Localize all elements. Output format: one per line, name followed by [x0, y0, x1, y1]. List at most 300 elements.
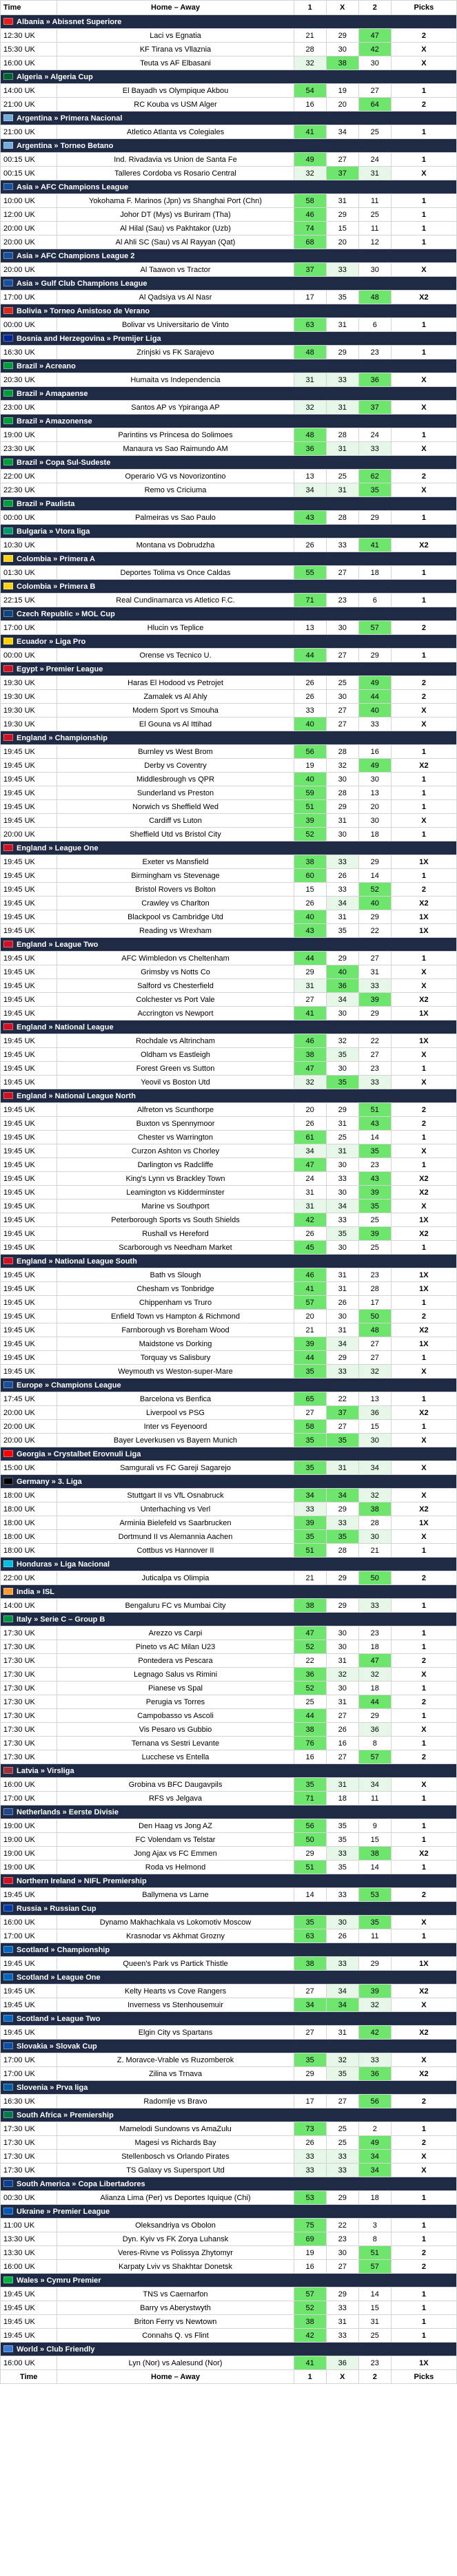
match-teams[interactable]: Oleksandriya vs Obolon	[57, 2219, 294, 2232]
league-header-row[interactable]	[1, 635, 457, 649]
match-row[interactable]	[1, 2053, 457, 2067]
match-row[interactable]	[1, 690, 457, 704]
match-row[interactable]	[1, 800, 457, 814]
match-teams[interactable]: TS Galaxy vs Supersport Utd	[57, 2164, 294, 2177]
match-row[interactable]	[1, 897, 457, 910]
match-row[interactable]	[1, 401, 457, 415]
league-header-row[interactable]	[1, 731, 457, 745]
match-row[interactable]	[1, 2356, 457, 2370]
league-header-row[interactable]	[1, 180, 457, 194]
match-teams[interactable]: Campobasso vs Ascoli	[57, 1709, 294, 1723]
match-row[interactable]	[1, 1034, 457, 1048]
match-row[interactable]	[1, 1213, 457, 1227]
match-row[interactable]	[1, 318, 457, 332]
match-teams[interactable]: Remo vs Criciuma	[57, 483, 294, 497]
league-header[interactable]	[1, 2205, 457, 2219]
league-name[interactable]: Germany » 3. Liga	[17, 1477, 82, 1486]
match-row[interactable]	[1, 566, 457, 580]
league-header[interactable]	[1, 1613, 457, 1626]
match-row[interactable]	[1, 1103, 457, 1117]
league-name[interactable]: England » National League North	[17, 1091, 136, 1100]
league-name[interactable]: Scotland » League One	[17, 1973, 101, 1982]
match-teams[interactable]: Crawley vs Charlton	[57, 897, 294, 910]
match-teams[interactable]: Manaura vs Sao Raimundo AM	[57, 442, 294, 456]
match-teams[interactable]: Blackpool vs Cambridge Utd	[57, 910, 294, 924]
league-header[interactable]	[1, 1943, 457, 1957]
match-teams[interactable]: Alfreton vs Scunthorpe	[57, 1103, 294, 1117]
match-row[interactable]	[1, 1144, 457, 1158]
match-row[interactable]	[1, 1158, 457, 1172]
match-row[interactable]	[1, 759, 457, 773]
match-row[interactable]	[1, 1200, 457, 1213]
match-teams[interactable]: Weymouth vs Weston-super-Mare	[57, 1365, 294, 1379]
league-header[interactable]	[1, 2081, 457, 2095]
match-row[interactable]	[1, 952, 457, 965]
league-name[interactable]: Argentina » Primera Nacional	[17, 114, 123, 123]
match-row[interactable]	[1, 828, 457, 841]
match-teams[interactable]: Arminia Bielefeld vs Saarbrucken	[57, 1516, 294, 1530]
match-row[interactable]	[1, 43, 457, 56]
match-row[interactable]	[1, 2287, 457, 2301]
match-teams[interactable]: Pineto vs AC Milan U23	[57, 1640, 294, 1654]
league-name[interactable]: Honduras » Liga Nacional	[17, 1560, 110, 1569]
match-row[interactable]	[1, 1640, 457, 1654]
match-row[interactable]	[1, 1131, 457, 1144]
match-teams[interactable]: Grimsby vs Notts Co	[57, 965, 294, 979]
league-header-row[interactable]	[1, 70, 457, 84]
match-row[interactable]	[1, 1819, 457, 1833]
league-header-row[interactable]	[1, 1255, 457, 1268]
match-row[interactable]	[1, 1682, 457, 1695]
league-header-row[interactable]	[1, 456, 457, 470]
league-header-row[interactable]	[1, 1902, 457, 1916]
match-teams[interactable]: Humaita vs Independencia	[57, 373, 294, 387]
league-name[interactable]: Algeria » Algeria Cup	[17, 72, 93, 81]
match-row[interactable]	[1, 1406, 457, 1420]
match-teams[interactable]: Queen's Park vs Partick Thistle	[57, 1957, 294, 1971]
league-header-row[interactable]	[1, 841, 457, 855]
match-teams[interactable]: Al Hilal (Sau) vs Pakhtakor (Uzb)	[57, 222, 294, 235]
match-row[interactable]	[1, 2260, 457, 2274]
match-row[interactable]	[1, 1654, 457, 1668]
league-name[interactable]: Brazil » Paulista	[17, 499, 75, 508]
match-row[interactable]	[1, 786, 457, 800]
league-name[interactable]: India » ISL	[17, 1587, 55, 1596]
match-row[interactable]	[1, 924, 457, 938]
match-teams[interactable]: Barry vs Aberystwyth	[57, 2301, 294, 2315]
match-teams[interactable]: Z. Moravce-Vrable vs Ruzomberok	[57, 2053, 294, 2067]
match-row[interactable]	[1, 1750, 457, 1764]
match-teams[interactable]: Unterhaching vs Verl	[57, 1502, 294, 1516]
match-teams[interactable]: Bath vs Slough	[57, 1268, 294, 1282]
match-row[interactable]	[1, 979, 457, 993]
league-header-row[interactable]	[1, 2343, 457, 2356]
match-row[interactable]	[1, 194, 457, 208]
match-teams[interactable]: Mamelodi Sundowns vs AmaZulu	[57, 2122, 294, 2136]
league-header[interactable]	[1, 2343, 457, 2356]
match-row[interactable]	[1, 1186, 457, 1200]
league-header[interactable]	[1, 387, 457, 401]
match-row[interactable]	[1, 745, 457, 759]
league-header[interactable]	[1, 139, 457, 153]
match-row[interactable]	[1, 621, 457, 635]
league-header-row[interactable]	[1, 304, 457, 318]
match-row[interactable]	[1, 2150, 457, 2164]
league-name[interactable]: Europe » Champions League	[17, 1381, 121, 1390]
league-header-row[interactable]	[1, 249, 457, 263]
match-teams[interactable]: TNS vs Caernarfon	[57, 2287, 294, 2301]
match-teams[interactable]: Rochdale vs Altrincham	[57, 1034, 294, 1048]
match-teams[interactable]: Atletico Atlanta vs Colegiales	[57, 125, 294, 139]
league-header[interactable]	[1, 662, 457, 676]
league-header[interactable]	[1, 1805, 457, 1819]
match-teams[interactable]: Ballymena vs Larne	[57, 1888, 294, 1902]
league-name[interactable]: Scotland » League Two	[17, 2014, 101, 2023]
match-teams[interactable]: Real Cundinamarca vs Atletico F.C.	[57, 594, 294, 607]
match-teams[interactable]: Pontedera vs Pescara	[57, 1654, 294, 1668]
match-teams[interactable]: Samgurali vs FC Gareji Sagarejo	[57, 1461, 294, 1475]
match-teams[interactable]: Cottbus vs Hannover II	[57, 1544, 294, 1558]
match-teams[interactable]: Dortmund II vs Alemannia Aachen	[57, 1530, 294, 1544]
league-header[interactable]	[1, 2108, 457, 2122]
league-header-row[interactable]	[1, 552, 457, 566]
league-header[interactable]	[1, 112, 457, 125]
league-name[interactable]: Brazil » Amapaense	[17, 389, 88, 398]
match-teams[interactable]: Elgin City vs Spartans	[57, 2026, 294, 2040]
match-row[interactable]	[1, 1420, 457, 1434]
match-teams[interactable]: Jong Ajax vs FC Emmen	[57, 1847, 294, 1861]
league-header-row[interactable]	[1, 1558, 457, 1571]
match-teams[interactable]: Perugia vs Torres	[57, 1695, 294, 1709]
match-row[interactable]	[1, 1007, 457, 1020]
match-teams[interactable]: Radomlje vs Bravo	[57, 2095, 294, 2108]
match-teams[interactable]: Torquay vs Salisbury	[57, 1351, 294, 1365]
match-teams[interactable]: Oldham vs Eastleigh	[57, 1048, 294, 1062]
league-name[interactable]: Northern Ireland » NIFL Premiership	[17, 1876, 147, 1885]
league-header[interactable]	[1, 497, 457, 511]
match-teams[interactable]: Inverness vs Stenhousemuir	[57, 1998, 294, 2012]
league-header-row[interactable]	[1, 525, 457, 538]
match-teams[interactable]: Al Ahli SC (Sau) vs Al Rayyan (Qat)	[57, 235, 294, 249]
league-header[interactable]	[1, 525, 457, 538]
match-row[interactable]	[1, 56, 457, 70]
match-row[interactable]	[1, 1544, 457, 1558]
match-teams[interactable]: Salford vs Chesterfield	[57, 979, 294, 993]
match-teams[interactable]: Haras El Hodood vs Petrojet	[57, 676, 294, 690]
match-row[interactable]	[1, 2219, 457, 2232]
match-row[interactable]	[1, 1792, 457, 1805]
league-header-row[interactable]	[1, 1089, 457, 1103]
league-name[interactable]: Bulgaria » Vtora liga	[17, 527, 90, 536]
match-teams[interactable]: Reading vs Wrexham	[57, 924, 294, 938]
league-header[interactable]	[1, 1558, 457, 1571]
match-teams[interactable]: Grobina vs BFC Daugavpils	[57, 1778, 294, 1792]
match-teams[interactable]: Bristol Rovers vs Bolton	[57, 883, 294, 897]
match-row[interactable]	[1, 704, 457, 718]
match-teams[interactable]: Darlington vs Radcliffe	[57, 1158, 294, 1172]
league-name[interactable]: Colombia » Primera A	[17, 554, 95, 563]
match-teams[interactable]: Dyn. Kyiv vs FK Zorya Luhansk	[57, 2232, 294, 2246]
league-name[interactable]: Asia » AFC Champions League 2	[17, 251, 135, 260]
match-teams[interactable]: Bayer Leverkusen vs Bayern Munich	[57, 1434, 294, 1447]
match-row[interactable]	[1, 346, 457, 359]
league-name[interactable]: Czech Republic » MOL Cup	[17, 609, 115, 618]
league-header-row[interactable]	[1, 1971, 457, 1985]
league-header-row[interactable]	[1, 1613, 457, 1626]
match-row[interactable]	[1, 1985, 457, 1998]
match-teams[interactable]: Chesham vs Tonbridge	[57, 1282, 294, 1296]
match-row[interactable]	[1, 291, 457, 304]
league-header[interactable]	[1, 1971, 457, 1985]
match-row[interactable]	[1, 1461, 457, 1475]
league-header-row[interactable]	[1, 387, 457, 401]
match-row[interactable]	[1, 222, 457, 235]
match-teams[interactable]: Maidstone vs Dorking	[57, 1337, 294, 1351]
match-row[interactable]	[1, 2164, 457, 2177]
match-row[interactable]	[1, 125, 457, 139]
match-teams[interactable]: Liverpool vs PSG	[57, 1406, 294, 1420]
match-row[interactable]	[1, 2095, 457, 2108]
match-teams[interactable]: Kelty Hearts vs Cove Rangers	[57, 1985, 294, 1998]
match-teams[interactable]: Scarborough vs Needham Market	[57, 1241, 294, 1255]
match-row[interactable]	[1, 1861, 457, 1874]
match-row[interactable]	[1, 649, 457, 662]
match-teams[interactable]: El Gouna vs Al Ittihad	[57, 718, 294, 731]
match-row[interactable]	[1, 1172, 457, 1186]
league-header[interactable]	[1, 1255, 457, 1268]
match-teams[interactable]: Deportes Tolima vs Once Caldas	[57, 566, 294, 580]
league-header[interactable]	[1, 580, 457, 594]
match-row[interactable]	[1, 814, 457, 828]
league-name[interactable]: Asia » Gulf Club Champions League	[17, 279, 148, 288]
match-row[interactable]	[1, 235, 457, 249]
match-teams[interactable]: AFC Wimbledon vs Cheltenham	[57, 952, 294, 965]
match-row[interactable]	[1, 428, 457, 442]
league-name[interactable]: England » National League	[17, 1023, 114, 1032]
match-teams[interactable]: Legnago Salus vs Rimini	[57, 1668, 294, 1682]
league-header-row[interactable]	[1, 1475, 457, 1489]
match-row[interactable]	[1, 1489, 457, 1502]
match-teams[interactable]: Hlucin vs Teplice	[57, 621, 294, 635]
match-teams[interactable]: Operario VG vs Novorizontino	[57, 470, 294, 483]
match-teams[interactable]: Montana vs Dobrudzha	[57, 538, 294, 552]
league-header[interactable]	[1, 249, 457, 263]
match-row[interactable]	[1, 84, 457, 98]
league-name[interactable]: Netherlands » Eerste Divisie	[17, 1808, 119, 1816]
match-row[interactable]	[1, 1310, 457, 1323]
match-teams[interactable]: Sunderland vs Preston	[57, 786, 294, 800]
league-name[interactable]: Slovenia » Prva liga	[17, 2083, 88, 2092]
league-header[interactable]	[1, 1874, 457, 1888]
match-teams[interactable]: Parintins vs Princesa do Solimoes	[57, 428, 294, 442]
league-header-row[interactable]	[1, 2081, 457, 2095]
match-teams[interactable]: Enfield Town vs Hampton & Richmond	[57, 1310, 294, 1323]
match-teams[interactable]: Laci vs Egnatia	[57, 29, 294, 43]
league-header[interactable]	[1, 1902, 457, 1916]
match-row[interactable]	[1, 1847, 457, 1861]
match-row[interactable]	[1, 718, 457, 731]
match-row[interactable]	[1, 965, 457, 979]
match-row[interactable]	[1, 373, 457, 387]
match-row[interactable]	[1, 869, 457, 883]
league-header-row[interactable]	[1, 1585, 457, 1599]
match-row[interactable]	[1, 1365, 457, 1379]
league-header[interactable]	[1, 277, 457, 291]
league-name[interactable]: Ukraine » Premier League	[17, 2207, 110, 2216]
match-row[interactable]	[1, 773, 457, 786]
league-header-row[interactable]	[1, 277, 457, 291]
league-header-row[interactable]	[1, 112, 457, 125]
league-header-row[interactable]	[1, 1447, 457, 1461]
league-header[interactable]	[1, 15, 457, 29]
match-teams[interactable]: Accrington vs Newport	[57, 1007, 294, 1020]
match-teams[interactable]: Exeter vs Mansfield	[57, 855, 294, 869]
league-header[interactable]	[1, 332, 457, 346]
match-row[interactable]	[1, 1916, 457, 1929]
match-teams[interactable]: Rushall vs Hereford	[57, 1227, 294, 1241]
match-row[interactable]	[1, 1998, 457, 2012]
match-teams[interactable]: Krasnodar vs Akhmat Grozny	[57, 1929, 294, 1943]
match-teams[interactable]: King's Lynn vs Brackley Town	[57, 1172, 294, 1186]
league-header-row[interactable]	[1, 2012, 457, 2026]
match-teams[interactable]: FC Volendam vs Telstar	[57, 1833, 294, 1847]
match-row[interactable]	[1, 1957, 457, 1971]
match-row[interactable]	[1, 1392, 457, 1406]
match-teams[interactable]: RFS vs Jelgava	[57, 1792, 294, 1805]
match-row[interactable]	[1, 208, 457, 222]
match-row[interactable]	[1, 511, 457, 525]
league-name[interactable]: England » League Two	[17, 940, 99, 949]
league-header[interactable]	[1, 456, 457, 470]
match-teams[interactable]: Santos AP vs Ypiranga AP	[57, 401, 294, 415]
league-header[interactable]	[1, 607, 457, 621]
match-teams[interactable]: Yeovil vs Boston Utd	[57, 1076, 294, 1089]
league-header[interactable]	[1, 635, 457, 649]
match-row[interactable]	[1, 538, 457, 552]
match-teams[interactable]: Ind. Rivadavia vs Union de Santa Fe	[57, 153, 294, 167]
match-row[interactable]	[1, 29, 457, 43]
match-teams[interactable]: Peterborough Sports vs South Shields	[57, 1213, 294, 1227]
match-teams[interactable]: Bolivar vs Universitario de Vinto	[57, 318, 294, 332]
match-teams[interactable]: Sheffield Utd vs Bristol City	[57, 828, 294, 841]
league-name[interactable]: South Africa » Premiership	[17, 2111, 114, 2119]
match-teams[interactable]: Magesi vs Richards Bay	[57, 2136, 294, 2150]
match-teams[interactable]: Birmingham vs Stevenage	[57, 869, 294, 883]
match-row[interactable]	[1, 1434, 457, 1447]
league-name[interactable]: England » Championship	[17, 733, 108, 742]
match-teams[interactable]: Inter vs Feyenoord	[57, 1420, 294, 1434]
match-teams[interactable]: Marine vs Southport	[57, 1200, 294, 1213]
league-header[interactable]	[1, 731, 457, 745]
match-row[interactable]	[1, 263, 457, 277]
match-row[interactable]	[1, 1888, 457, 1902]
league-name[interactable]: Russia » Russian Cup	[17, 1904, 97, 1913]
match-teams[interactable]: Forest Green vs Sutton	[57, 1062, 294, 1076]
match-teams[interactable]: Middlesbrough vs QPR	[57, 773, 294, 786]
league-header[interactable]	[1, 1447, 457, 1461]
match-row[interactable]	[1, 1709, 457, 1723]
league-header-row[interactable]	[1, 607, 457, 621]
league-name[interactable]: Scotland » Championship	[17, 1945, 110, 1954]
league-header[interactable]	[1, 1379, 457, 1392]
match-teams[interactable]: Yokohama F. Marinos (Jpn) vs Shanghai Port (Chn)	[57, 194, 294, 208]
match-teams[interactable]: El Bayadh vs Olympique Akbou	[57, 84, 294, 98]
match-row[interactable]	[1, 1599, 457, 1613]
league-name[interactable]: England » National League South	[17, 1257, 137, 1266]
league-header-row[interactable]	[1, 1379, 457, 1392]
match-teams[interactable]: Alianza Lima (Per) vs Deportes Iquique (Chi)	[57, 2191, 294, 2205]
match-teams[interactable]: Colchester vs Port Vale	[57, 993, 294, 1007]
match-row[interactable]	[1, 1048, 457, 1062]
match-row[interactable]	[1, 2191, 457, 2205]
match-row[interactable]	[1, 1227, 457, 1241]
match-teams[interactable]: Barcelona vs Benfica	[57, 1392, 294, 1406]
match-row[interactable]	[1, 1117, 457, 1131]
match-row[interactable]	[1, 1076, 457, 1089]
league-header-row[interactable]	[1, 415, 457, 428]
match-row[interactable]	[1, 167, 457, 180]
league-header[interactable]	[1, 2012, 457, 2026]
league-name[interactable]: Argentina » Torneo Betano	[17, 141, 114, 150]
match-teams[interactable]: Orense vs Tecnico U.	[57, 649, 294, 662]
match-teams[interactable]: Leamington vs Kidderminster	[57, 1186, 294, 1200]
league-header-row[interactable]	[1, 1943, 457, 1957]
match-teams[interactable]: Arezzo vs Carpi	[57, 1626, 294, 1640]
league-name[interactable]: Albania » Abissnet Superiore	[17, 17, 122, 26]
match-row[interactable]	[1, 2246, 457, 2260]
match-teams[interactable]: Zamalek vs Al Ahly	[57, 690, 294, 704]
match-teams[interactable]: Al Taawon vs Tractor	[57, 263, 294, 277]
match-teams[interactable]: Al Qadsiya vs Al Nasr	[57, 291, 294, 304]
match-teams[interactable]: Johor DT (Mys) vs Buriram (Tha)	[57, 208, 294, 222]
match-teams[interactable]: Farnborough vs Boreham Wood	[57, 1323, 294, 1337]
match-teams[interactable]: Stellenbosch vs Orlando Pirates	[57, 2150, 294, 2164]
league-header[interactable]	[1, 304, 457, 318]
match-teams[interactable]: Chester vs Warrington	[57, 1131, 294, 1144]
match-teams[interactable]: Teuta vs AF Elbasani	[57, 56, 294, 70]
league-header[interactable]	[1, 1475, 457, 1489]
match-row[interactable]	[1, 1351, 457, 1365]
league-name[interactable]: England » League One	[17, 844, 99, 852]
match-teams[interactable]: Briton Ferry vs Newtown	[57, 2315, 294, 2329]
match-row[interactable]	[1, 442, 457, 456]
league-header[interactable]	[1, 359, 457, 373]
league-header[interactable]	[1, 841, 457, 855]
league-header-row[interactable]	[1, 2040, 457, 2053]
match-row[interactable]	[1, 470, 457, 483]
match-row[interactable]	[1, 676, 457, 690]
league-header-row[interactable]	[1, 497, 457, 511]
league-name[interactable]: Ecuador » Liga Pro	[17, 637, 86, 646]
league-header-row[interactable]	[1, 2177, 457, 2191]
league-name[interactable]: Slovakia » Slovak Cup	[17, 2042, 97, 2051]
league-header-row[interactable]	[1, 332, 457, 346]
league-header[interactable]	[1, 1585, 457, 1599]
match-row[interactable]	[1, 2136, 457, 2150]
match-row[interactable]	[1, 1282, 457, 1296]
match-row[interactable]	[1, 1241, 457, 1255]
match-row[interactable]	[1, 1626, 457, 1640]
match-row[interactable]	[1, 1323, 457, 1337]
match-row[interactable]	[1, 594, 457, 607]
match-teams[interactable]: Lyn (Nor) vs Aalesund (Nor)	[57, 2356, 294, 2370]
match-row[interactable]	[1, 1737, 457, 1750]
match-row[interactable]	[1, 2067, 457, 2081]
match-row[interactable]	[1, 1668, 457, 1682]
league-name[interactable]: South America » Copa Libertadores	[17, 2179, 145, 2188]
league-header[interactable]	[1, 415, 457, 428]
league-header-row[interactable]	[1, 1805, 457, 1819]
